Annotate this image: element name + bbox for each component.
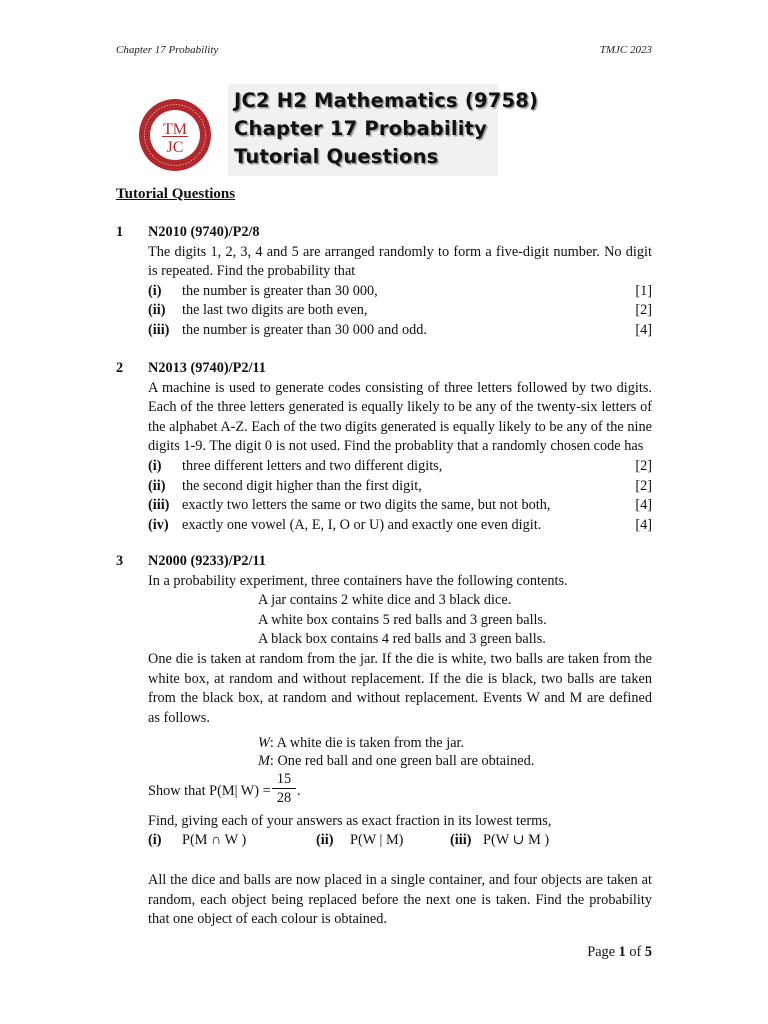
question-number: 2: [116, 360, 124, 376]
question-reference: N2010 (9740)/P2/8: [148, 224, 260, 240]
question-intro: The digits 1, 2, 3, 4 and 5 are arranged randomly to form a five-digit number. No digit is repeated. Find the probability that: [148, 243, 652, 280]
question-reference: N2000 (9233)/P2/11: [148, 553, 266, 569]
question-part: (i) the number is greater than 30 000, [1]: [148, 282, 652, 299]
running-header-left: Chapter 17 Probability: [116, 44, 219, 56]
question-part: (ii) the last two digits are both even, [2]: [148, 302, 652, 319]
logo-initials-bottom: JC: [166, 139, 184, 156]
container-contents: A black box contains 4 red balls and 3 green balls.: [258, 631, 546, 648]
logo-initials-top: TM: [163, 121, 187, 138]
question-reference: N2013 (9740)/P2/11: [148, 360, 266, 376]
question-number: 1: [116, 224, 124, 240]
find-part: (iii): [450, 832, 472, 848]
page-number: Page 1 of 5: [587, 944, 652, 960]
school-logo: [137, 97, 213, 173]
final-part-text: All the dice and balls are now placed in a single container, and four objects are taken at random, each object being replaced before the next one is taken. Find the probability that one object of each colour is obtained.: [148, 872, 652, 928]
container-contents: A white box contains 5 red balls and 3 green balls.: [258, 611, 547, 628]
event-w-definition: W: A white die is taken from the jar.: [258, 735, 465, 751]
fraction: $\frac{15}{28}$: [272, 770, 296, 807]
question-part: (iii) exactly two letters the same or two digits the same, but not both, [4]: [148, 497, 652, 514]
question-number: 3: [116, 553, 124, 569]
find-part: (ii): [316, 832, 334, 848]
event-m-definition: M: One red ball and one green ball are obtained.: [258, 753, 535, 769]
section-title: Tutorial Questions: [116, 186, 236, 202]
find-part: (i): [148, 832, 162, 848]
title-block: [228, 84, 539, 176]
title-chapter: Chapter 17 Probability: [234, 117, 488, 140]
question-intro: A machine is used to generate codes consisting of three letters followed by two digits. Each of the three letters generated is equally likely to be any of the twenty-six letters of the alphabet A-Z. Each of the two digits generated is equally likely to be any of the nine digits 1-9. The digit 0 is not used. Find the probablity that a randomly chosen code has: [148, 379, 652, 455]
question-part: (iii) the number is greater than 30 000 and odd. [4]: [148, 322, 652, 338]
question-intro: In a probability experiment, three containers have the following contents.: [148, 572, 568, 589]
procedure-text: One die is taken at random from the jar. If the die is white, two balls are taken from the white box, at random and without replacement. If the die is black, two balls are taken from the black box, at random and without replacement. Events W and M are defined as follows.: [148, 651, 652, 726]
title-type: Tutorial Questions: [234, 145, 439, 168]
title-course: JC2 H2 Mathematics (9758): [234, 89, 539, 112]
question-part: (i) three different letters and two different digits, [2]: [148, 458, 652, 474]
running-header-right: TMJC 2023: [599, 44, 652, 56]
question-part: (iv) exactly one vowel (A, E, I, O or U) and exactly one even digit. [4]: [148, 516, 652, 533]
show-that-line: Show that P(M| W) =: [148, 783, 271, 799]
find-instruction: Find, giving each of your answers as exact fraction in its lowest terms,: [148, 813, 552, 829]
container-contents: A jar contains 2 white dice and 3 black dice.: [258, 592, 512, 609]
question-part: (ii) the second digit higher than the first digit, [2]: [148, 477, 652, 494]
